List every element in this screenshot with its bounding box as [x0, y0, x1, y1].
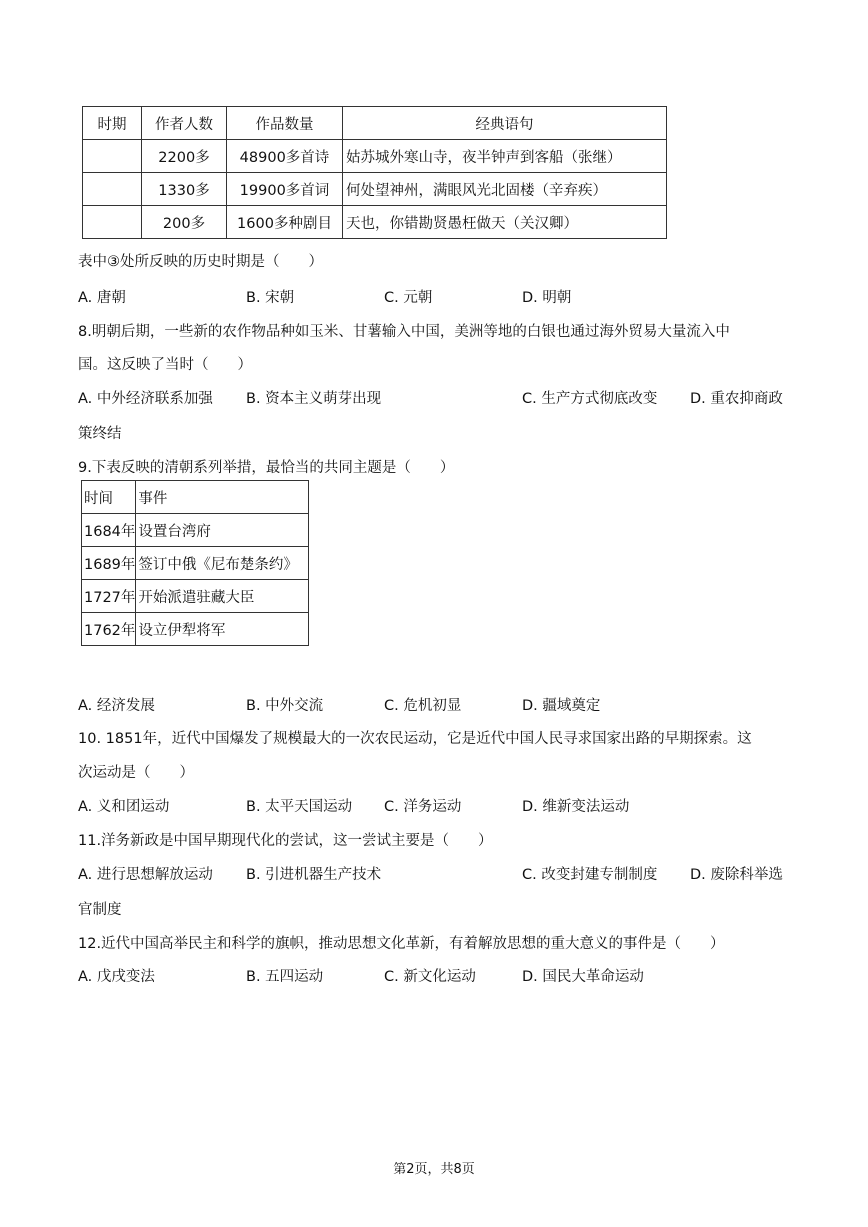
- q10-option-c: C. 洋务运动: [384, 799, 462, 815]
- q12-option-b: B. 五四运动: [246, 969, 324, 985]
- q8-option-b: B. 资本主义萌芽出现: [246, 391, 382, 407]
- header-cell: 时期: [83, 107, 142, 140]
- table-header-row: [82, 481, 309, 514]
- q11-option-b: B. 引进机器生产技术: [246, 867, 382, 883]
- table-cell: [83, 206, 142, 239]
- table-row: [82, 547, 309, 580]
- q9-option-c: C. 危机初显: [384, 698, 462, 714]
- q10-option-a: A. 义和团运动: [78, 799, 170, 815]
- q11-option-c: C. 改变封建专制制度: [522, 867, 658, 883]
- table-row: [82, 580, 309, 613]
- table-cell: 48900多首诗: [227, 140, 343, 173]
- q8-stem-line1: 8.明朝后期，一些新的农作物品种如玉米、甘薯输入中国，美洲等地的白银也通过海外贸易大量流入中: [78, 324, 730, 340]
- table-row: [83, 173, 667, 206]
- table-header-row: [83, 107, 667, 140]
- table-cell: 1727年: [82, 580, 136, 613]
- q9-option-d: D. 疆域奠定: [522, 698, 601, 714]
- q9-stem: 9.下表反映的清朝系列举措，最恰当的共同主题是（ ）: [78, 460, 455, 476]
- q12-option-d: D. 国民大革命运动: [522, 969, 644, 985]
- header-cell: 事件: [136, 481, 309, 514]
- table-cell: 何处望神州，满眼风光北固楼（辛弃疾）: [343, 173, 667, 206]
- q12-option-c: C. 新文化运动: [384, 969, 476, 985]
- q10-stem-line2: 次运动是（ ）: [78, 765, 194, 781]
- q8-option-c: C. 生产方式彻底改变: [522, 391, 658, 407]
- q7-option-b: B. 宋朝: [246, 290, 295, 306]
- q10-option-d: D. 维新变法运动: [522, 799, 630, 815]
- table-cell: [83, 173, 142, 206]
- literature-table: [82, 106, 667, 239]
- q8-option-d: D. 重农抑商政: [690, 391, 783, 407]
- table-cell: 1762年: [82, 613, 136, 646]
- table-row: [82, 514, 309, 547]
- q9-option-b: B. 中外交流: [246, 698, 324, 714]
- q8-stem-line2: 国。这反映了当时（ ）: [78, 357, 252, 373]
- page-number: 第2页，共8页: [393, 1162, 475, 1177]
- table-cell: 设立伊犁将军: [136, 613, 309, 646]
- q7-option-d: D. 明朝: [522, 290, 572, 306]
- q11-option-a: A. 进行思想解放运动: [78, 867, 213, 883]
- table-cell: 设置台湾府: [136, 514, 309, 547]
- q12-stem: 12.近代中国高举民主和科学的旗帜，推动思想文化革新，有着解放思想的重大意义的事件是（ ）: [78, 936, 725, 952]
- header-cell: 作品数量: [227, 107, 343, 140]
- header-cell: 经典语句: [343, 107, 667, 140]
- table-cell: 2200多: [142, 140, 227, 173]
- table-cell: 开始派遣驻藏大臣: [136, 580, 309, 613]
- table-row: [83, 206, 667, 239]
- q11-option-d-continued: 官制度: [78, 902, 122, 918]
- q9-option-a: A. 经济发展: [78, 698, 155, 714]
- q8-option-a: A. 中外经济联系加强: [78, 391, 213, 407]
- header-cell: 时间: [82, 481, 136, 514]
- q12-option-a: A. 戊戌变法: [78, 969, 155, 985]
- table-cell: 姑苏城外寒山寺，夜半钟声到客船（张继）: [343, 140, 667, 173]
- table-cell: 200多: [142, 206, 227, 239]
- q8-option-d-continued: 策终结: [78, 426, 122, 442]
- table-cell: 19900多首词: [227, 173, 343, 206]
- q11-stem: 11.洋务新政是中国早期现代化的尝试，这一尝试主要是（ ）: [78, 833, 493, 849]
- table-cell: 天也，你错勘贤愚枉做天（关汉卿）: [343, 206, 667, 239]
- table-row: [83, 140, 667, 173]
- table-row: [82, 613, 309, 646]
- header-cell: 作者人数: [142, 107, 227, 140]
- q10-option-b: B. 太平天国运动: [246, 799, 353, 815]
- q7-option-c: C. 元朝: [384, 290, 433, 306]
- table-cell: 1689年: [82, 547, 136, 580]
- table-cell: 1684年: [82, 514, 136, 547]
- q7-stem: 表中③处所反映的历史时期是（ ）: [78, 254, 323, 270]
- table-cell: 1600多种剧目: [227, 206, 343, 239]
- table-cell: 1330多: [142, 173, 227, 206]
- q10-stem-line1: 10. 1851年，近代中国爆发了规模最大的一次农民运动，它是近代中国人民寻求国家出路的早期探索。这: [78, 731, 752, 747]
- table-cell: [83, 140, 142, 173]
- q11-option-d: D. 废除科举选: [690, 867, 783, 883]
- qing-measures-table: [81, 480, 309, 646]
- table-cell: 签订中俄《尼布楚条约》: [136, 547, 309, 580]
- q7-option-a: A. 唐朝: [78, 290, 126, 306]
